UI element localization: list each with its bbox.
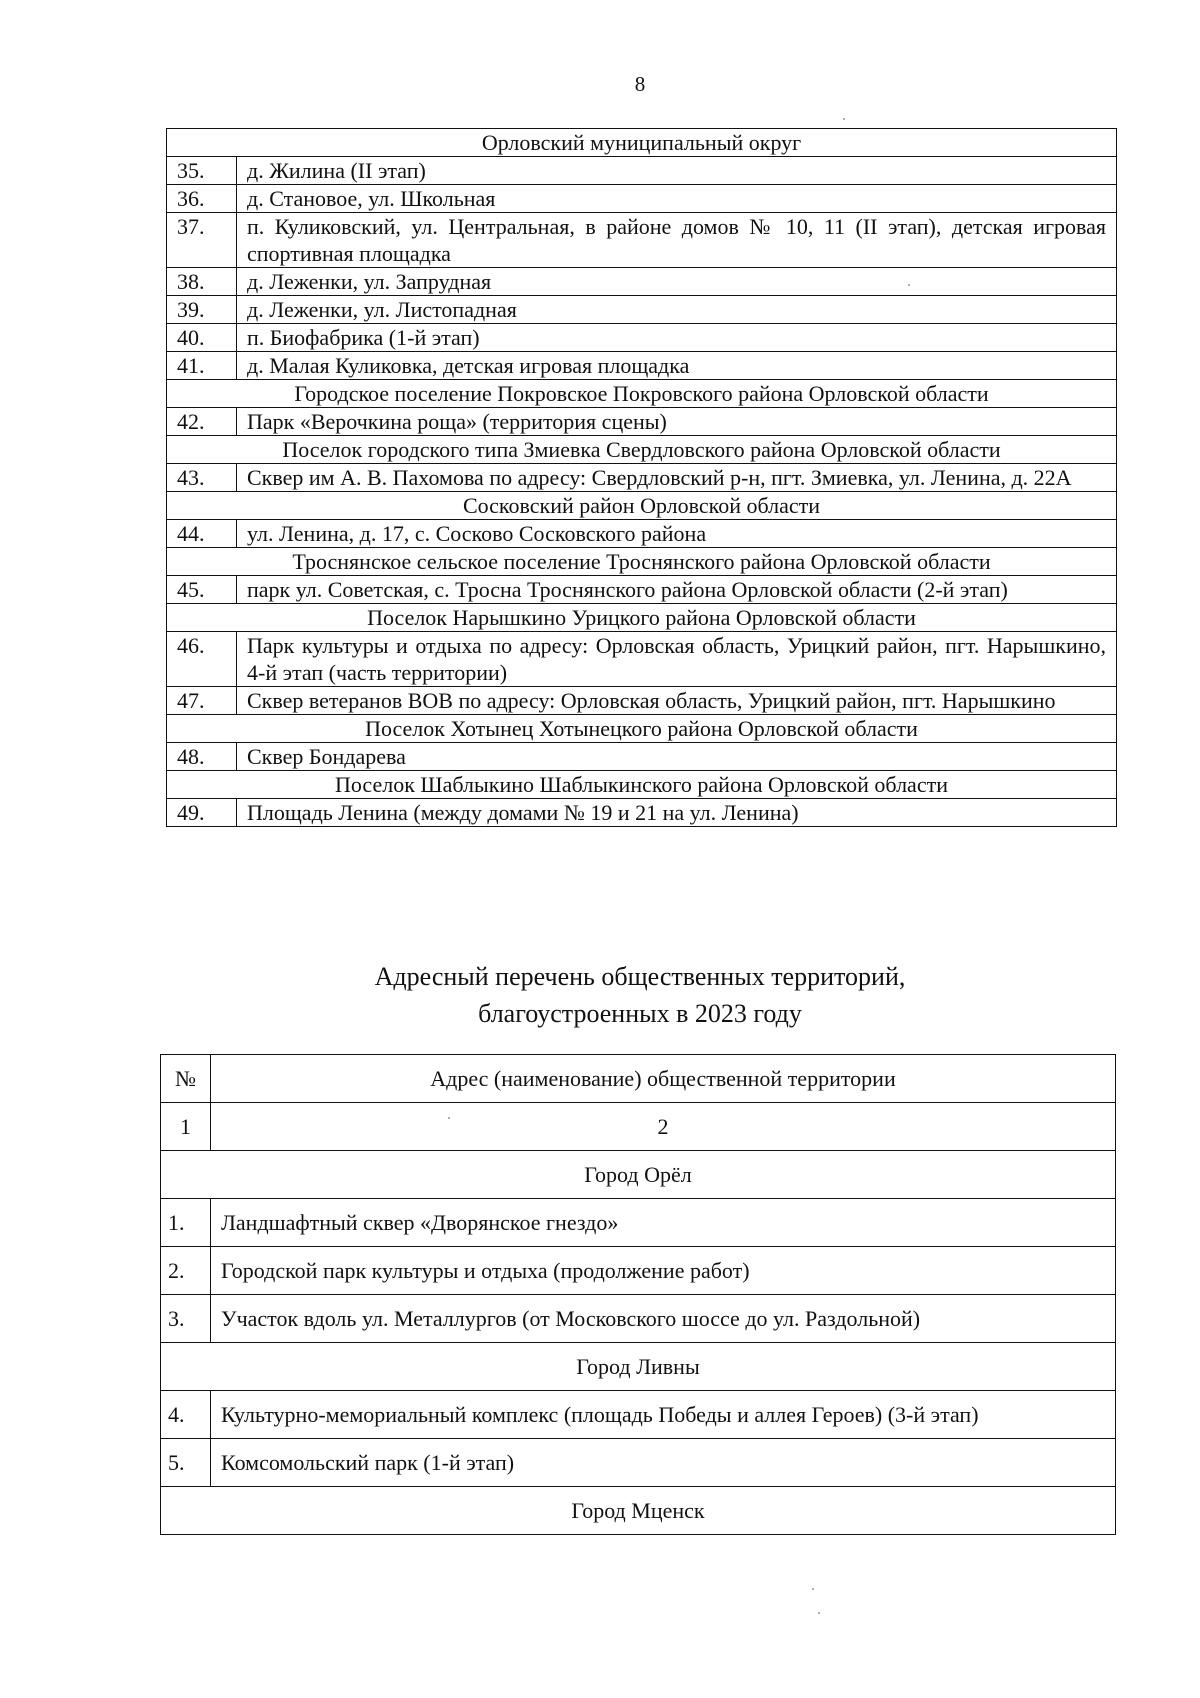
scan-speck [818, 1612, 820, 1614]
row-number: 49. [167, 799, 237, 827]
section-row [167, 492, 1117, 520]
section-title: Город Орёл [161, 1151, 1116, 1199]
section-row [167, 436, 1117, 464]
section-title: Сосковский район Орловской области [167, 492, 1117, 520]
row-address: Участок вдоль ул. Металлургов (от Московского шоссе до ул. Раздольной) [211, 1295, 1116, 1343]
row-address: д. Малая Куликовка, детская игровая площадка [237, 352, 1117, 380]
table-row [167, 213, 1117, 268]
table-row [161, 1199, 1116, 1247]
section-row [167, 380, 1117, 408]
section-row [161, 1343, 1116, 1391]
section-title: Город Мценск [161, 1487, 1116, 1535]
row-address: Парк культуры и отдыха по адресу: Орловская область, Урицкий район, пгт. Нарышкино, 4-й этап (часть территории) [237, 632, 1117, 687]
heading-line-1: Адресный перечень общественных территорий, [374, 962, 906, 991]
table-body [167, 129, 1117, 827]
row-number: 40. [167, 324, 237, 352]
row-address: Культурно-мемориальный комплекс (площадь Победы и аллея Героев) (3-й этап) [211, 1391, 1116, 1439]
section-title: Поселок Нарышкино Урицкого района Орловской области [167, 604, 1117, 632]
heading-line-2: благоустроенных в 2023 году [478, 999, 802, 1028]
section-row [167, 129, 1117, 157]
row-address: Площадь Ленина (между домами № 19 и 21 на ул. Ленина) [237, 799, 1117, 827]
table-row [167, 408, 1117, 436]
row-number: 44. [167, 520, 237, 548]
table-body [161, 1055, 1116, 1535]
row-number: 39. [167, 296, 237, 324]
section-title: Орловский муниципальный округ [167, 129, 1117, 157]
section-title: Поселок Хотынец Хотынецкого района Орловской области [167, 715, 1117, 743]
table-row [167, 324, 1117, 352]
row-number: 4. [161, 1391, 211, 1439]
scan-speck [843, 118, 845, 120]
row-address: п. Биофабрика (1-й этап) [237, 324, 1117, 352]
header-address-cell: Адрес (наименование) общественной территории [211, 1055, 1116, 1103]
row-address: Комсомольский парк (1-й этап) [211, 1439, 1116, 1487]
row-number: 48. [167, 743, 237, 771]
row-address: д. Становое, ул. Школьная [237, 185, 1117, 213]
column-number-1: 1 [161, 1103, 211, 1151]
table-row [167, 687, 1117, 715]
row-address: Сквер ветеранов ВОВ по адресу: Орловская область, Урицкий район, пгт. Нарышкино [237, 687, 1117, 715]
section-row [167, 604, 1117, 632]
table-row [161, 1295, 1116, 1343]
scan-speck [812, 1588, 814, 1590]
row-number: 45. [167, 576, 237, 604]
row-number: 5. [161, 1439, 211, 1487]
section-title: Поселок городского типа Змиевка Свердловского района Орловской области [167, 436, 1117, 464]
row-number: 1. [161, 1199, 211, 1247]
row-address: Городской парк культуры и отдыха (продолжение работ) [211, 1247, 1116, 1295]
territories-2023-table [160, 1054, 1116, 1535]
row-number: 38. [167, 268, 237, 296]
row-number: 35. [167, 157, 237, 185]
table-row [167, 743, 1117, 771]
row-address: ул. Ленина, д. 17, с. Сосково Сосковского района [237, 520, 1117, 548]
table-row [161, 1439, 1116, 1487]
territories-table-continued [166, 128, 1117, 827]
row-number: 47. [167, 687, 237, 715]
section-title: Троснянское сельское поселение Троснянского района Орловской области [167, 548, 1117, 576]
section-row [167, 771, 1117, 799]
header-num-cell: № [161, 1055, 211, 1103]
section-heading [180, 958, 1100, 1032]
row-address: Сквер им А. В. Пахомова по адресу: Свердловский р-н, пгт. Змиевка, ул. Ленина, д. 22А [237, 464, 1117, 492]
row-number: 46. [167, 632, 237, 687]
table-header-row [161, 1055, 1116, 1103]
table-row [167, 268, 1117, 296]
table-row [161, 1247, 1116, 1295]
table-row [167, 157, 1117, 185]
scan-speck [448, 1117, 450, 1119]
section-title: Поселок Шаблыкино Шаблыкинского района Орловской области [167, 771, 1117, 799]
section-row [161, 1151, 1116, 1199]
row-number: 3. [161, 1295, 211, 1343]
section-row [161, 1487, 1116, 1535]
table-row [161, 1391, 1116, 1439]
section-title: Городское поселение Покровское Покровского района Орловской области [167, 380, 1117, 408]
table-row [167, 352, 1117, 380]
row-address: д. Леженки, ул. Запрудная [237, 268, 1117, 296]
scan-speck [908, 284, 910, 286]
table-row [167, 464, 1117, 492]
section-row [167, 548, 1117, 576]
row-address: Ландшафтный сквер «Дворянское гнездо» [211, 1199, 1116, 1247]
table-row [167, 632, 1117, 687]
table-row [167, 296, 1117, 324]
row-number: 41. [167, 352, 237, 380]
row-address: парк ул. Советская, с. Тросна Троснянского района Орловской области (2-й этап) [237, 576, 1117, 604]
row-address: Парк «Верочкина роща» (территория сцены) [237, 408, 1117, 436]
section-title: Город Ливны [161, 1343, 1116, 1391]
table-row [167, 799, 1117, 827]
row-number: 37. [167, 213, 237, 268]
section-row [167, 715, 1117, 743]
table-row [167, 576, 1117, 604]
column-number-2: 2 [211, 1103, 1116, 1151]
column-numbers-row [161, 1103, 1116, 1151]
row-number: 2. [161, 1247, 211, 1295]
row-number: 36. [167, 185, 237, 213]
row-address: Сквер Бондарева [237, 743, 1117, 771]
row-address: п. Куликовский, ул. Центральная, в районе домов № 10, 11 (II этап), детская игровая спортивная площадка [237, 213, 1117, 268]
row-number: 42. [167, 408, 237, 436]
table-row [167, 185, 1117, 213]
page-number: 8 [634, 72, 646, 96]
row-number: 43. [167, 464, 237, 492]
row-address: д. Жилина (II этап) [237, 157, 1117, 185]
table-row [167, 520, 1117, 548]
row-address: д. Леженки, ул. Листопадная [237, 296, 1117, 324]
